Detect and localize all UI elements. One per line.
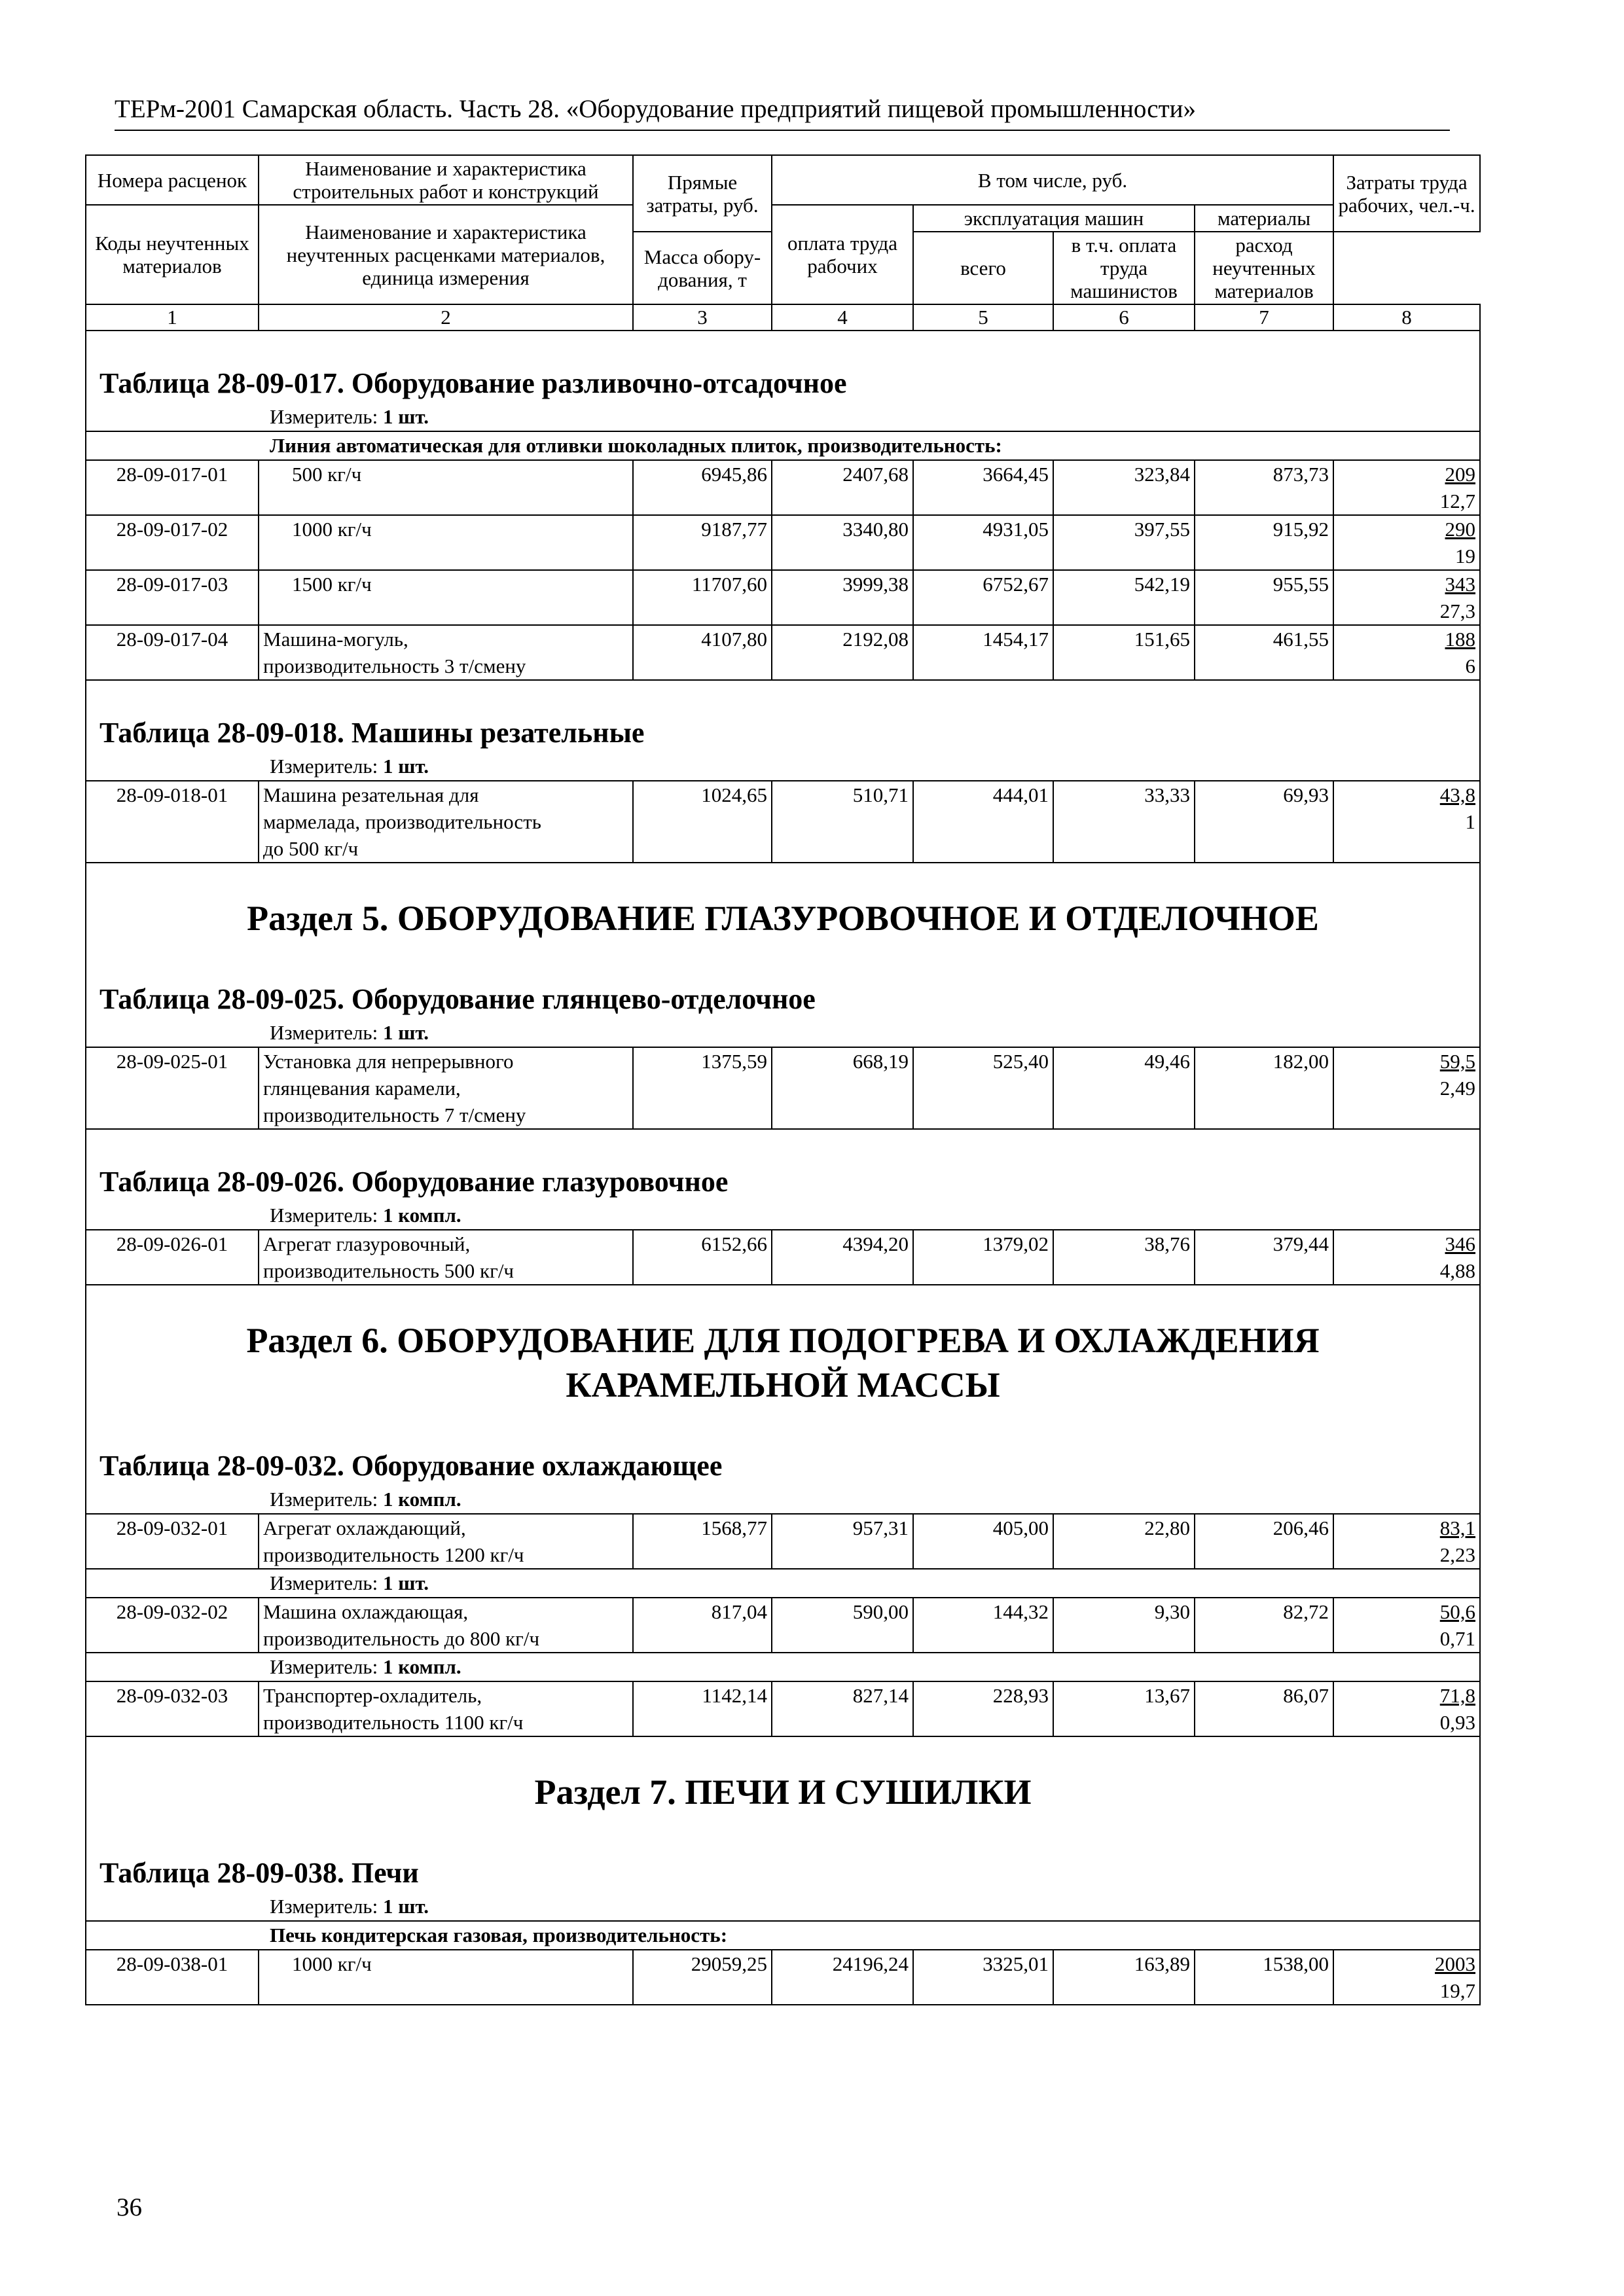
- table-title: Таблица 28-09-032. Оборудование охлаждающее: [99, 1450, 723, 1482]
- direct-costs: 11707,60: [633, 570, 772, 625]
- unit-label: Измеритель:: [270, 1895, 378, 1918]
- rate-name: 1000 кг/ч: [259, 1950, 633, 2005]
- column-number: 6: [1053, 304, 1195, 331]
- worker-pay: 2192,08: [772, 625, 913, 680]
- direct-costs: 6152,66: [633, 1230, 772, 1285]
- unit-value: 1 шт.: [382, 405, 429, 428]
- unit-value: 1 компл.: [382, 1655, 461, 1678]
- unit-label: Измеритель:: [270, 405, 378, 428]
- labor-hours: 43,8: [1439, 783, 1476, 806]
- rate-name: глянцевания карамели,: [263, 1077, 461, 1100]
- table-row: [86, 515, 1480, 570]
- materials: 379,44: [1195, 1230, 1333, 1285]
- direct-costs: 817,04: [633, 1598, 772, 1653]
- unit-row: [86, 1653, 1480, 1681]
- table-row: [86, 625, 1480, 680]
- machinist-pay: 397,55: [1053, 515, 1195, 570]
- labor-hours: 346: [1445, 1232, 1476, 1255]
- direct-costs: 1375,59: [633, 1047, 772, 1129]
- direct-costs: 4107,80: [633, 625, 772, 680]
- subheading: Линия автоматическая для отливки шоколадных плиток, производительность:: [86, 431, 1480, 460]
- unit-label: Измеритель:: [270, 1204, 378, 1227]
- unit-value: 1 шт.: [382, 755, 429, 778]
- table-title: Таблица 28-09-025. Оборудование глянцево-отделочное: [99, 983, 816, 1015]
- header-worker-pay: оплата труда рабочих: [772, 205, 913, 304]
- unit-label: Измеритель:: [270, 1655, 378, 1678]
- unit-label: Измеритель:: [270, 755, 378, 778]
- equipment-mass: 19,7: [1439, 1979, 1476, 2002]
- labor-hours: 50,6: [1439, 1600, 1476, 1623]
- labor-hours: 209: [1445, 463, 1476, 486]
- subheading-row: [86, 1921, 1480, 1950]
- table-row: [86, 570, 1480, 625]
- unit-line: [86, 1019, 1479, 1047]
- rate-name: 1000 кг/ч: [259, 515, 633, 570]
- subheading-row: [86, 431, 1480, 460]
- header-direct-costs: Прямые затраты, руб.: [633, 155, 772, 232]
- direct-costs: 1024,65: [633, 781, 772, 863]
- rate-name: Машина охлаждающая,: [263, 1600, 469, 1623]
- table-row: [86, 1514, 1480, 1569]
- machinist-pay: 542,19: [1053, 570, 1195, 625]
- machines-total: 3664,45: [913, 460, 1053, 515]
- unit-value: 1 компл.: [382, 1204, 461, 1227]
- equipment-mass: 1: [1465, 810, 1476, 833]
- machinist-pay: 323,84: [1053, 460, 1195, 515]
- equipment-mass: 12,7: [1439, 490, 1476, 512]
- column-number: 1: [86, 304, 259, 331]
- machinist-pay: 22,80: [1053, 1514, 1195, 1569]
- table-026-heading: [86, 1129, 1480, 1230]
- materials: 873,73: [1195, 460, 1333, 515]
- materials: 69,93: [1195, 781, 1333, 863]
- machinist-pay: 33,33: [1053, 781, 1195, 863]
- rate-name: мармелада, производительность: [263, 810, 541, 833]
- section-6-heading: [86, 1285, 1480, 1514]
- section-title-line: КАРАМЕЛЬНОЙ МАССЫ: [566, 1365, 1000, 1405]
- worker-pay: 668,19: [772, 1047, 913, 1129]
- table-title: Таблица 28-09-018. Машины резательные: [99, 717, 645, 749]
- materials: 1538,00: [1195, 1950, 1333, 2005]
- rate-name: Транспортер-охладитель,: [263, 1684, 482, 1707]
- rate-code: 28-09-025-01: [86, 1047, 259, 1129]
- header-material-codes: Коды неучтенных материалов: [86, 205, 259, 304]
- header-work-name: Наименование и характеристика строительных работ и конструкций: [259, 155, 633, 205]
- table-row: [86, 1681, 1480, 1736]
- rate-name: Машина резательная для: [263, 783, 479, 806]
- unit-row: [86, 1569, 1480, 1598]
- machines-total: 444,01: [913, 781, 1053, 863]
- header-unaccounted-materials: расход неучтенных материалов: [1195, 232, 1333, 304]
- equipment-mass: 2,23: [1439, 1543, 1476, 1566]
- worker-pay: 3999,38: [772, 570, 913, 625]
- column-number: 8: [1333, 304, 1480, 331]
- table-017-heading: [86, 331, 1480, 431]
- rate-name: производительность 1100 кг/ч: [263, 1711, 524, 1734]
- section-7-heading: [86, 1736, 1480, 1921]
- equipment-mass: 2,49: [1439, 1077, 1476, 1100]
- rate-name: Агрегат охлаждающий,: [263, 1516, 466, 1539]
- materials: 82,72: [1195, 1598, 1333, 1653]
- unit-line: [86, 1486, 1479, 1513]
- direct-costs: 9187,77: [633, 515, 772, 570]
- materials: 182,00: [1195, 1047, 1333, 1129]
- worker-pay: 3340,80: [772, 515, 913, 570]
- machines-total: 144,32: [913, 1598, 1053, 1653]
- direct-costs: 29059,25: [633, 1950, 772, 2005]
- table-row: [86, 460, 1480, 515]
- labor-hours: 343: [1445, 573, 1476, 596]
- column-number: 3: [633, 304, 772, 331]
- materials: 955,55: [1195, 570, 1333, 625]
- direct-costs: 1142,14: [633, 1681, 772, 1736]
- unit-value: 1 шт.: [382, 1571, 429, 1594]
- materials: 86,07: [1195, 1681, 1333, 1736]
- unit-value: 1 компл.: [382, 1488, 461, 1511]
- labor-hours: 2003: [1435, 1952, 1476, 1975]
- header-equipment-mass: Масса обору-дования, т: [633, 232, 772, 304]
- machines-total: 3325,01: [913, 1950, 1053, 2005]
- labor-hours: 59,5: [1439, 1050, 1476, 1073]
- machines-total: 1454,17: [913, 625, 1053, 680]
- direct-costs: 1568,77: [633, 1514, 772, 1569]
- equipment-mass: 4,88: [1439, 1259, 1476, 1282]
- column-numbers-row: [86, 304, 1480, 331]
- labor-hours: 83,1: [1439, 1516, 1476, 1539]
- equipment-mass: 19: [1455, 545, 1476, 567]
- unit-label: Измеритель:: [270, 1021, 378, 1044]
- machinist-pay: 163,89: [1053, 1950, 1195, 2005]
- machines-total: 1379,02: [913, 1230, 1053, 1285]
- machines-total: 405,00: [913, 1514, 1053, 1569]
- header-machines-total: всего: [913, 232, 1053, 304]
- section-5-heading: [86, 863, 1480, 1047]
- machines-total: 228,93: [913, 1681, 1053, 1736]
- machines-total: 4931,05: [913, 515, 1053, 570]
- machines-total: 6752,67: [913, 570, 1053, 625]
- unit-line: [86, 1202, 1479, 1229]
- column-number: 5: [913, 304, 1053, 331]
- rate-code: 28-09-032-03: [86, 1681, 259, 1736]
- worker-pay: 590,00: [772, 1598, 913, 1653]
- rate-name: 1500 кг/ч: [259, 570, 633, 625]
- table-018-heading: [86, 680, 1480, 781]
- rate-code: 28-09-018-01: [86, 781, 259, 863]
- rate-code: 28-09-017-01: [86, 460, 259, 515]
- labor-hours: 71,8: [1439, 1684, 1476, 1707]
- header-in-total: В том числе, руб.: [772, 155, 1333, 205]
- rate-name: производительность 1200 кг/ч: [263, 1543, 524, 1566]
- table-row: [86, 1230, 1480, 1285]
- table-row: [86, 1598, 1480, 1653]
- direct-costs: 6945,86: [633, 460, 772, 515]
- equipment-mass: 0,71: [1439, 1627, 1476, 1650]
- header-row-1: [86, 155, 1480, 205]
- rate-code: 28-09-026-01: [86, 1230, 259, 1285]
- materials: 206,46: [1195, 1514, 1333, 1569]
- unit-line: [86, 1893, 1479, 1920]
- header-row-2: [86, 205, 1480, 232]
- page-number: 36: [117, 2193, 142, 2221]
- rate-name: производительность до 800 кг/ч: [263, 1627, 540, 1650]
- rate-code: 28-09-032-01: [86, 1514, 259, 1569]
- section-title-line: Раздел 6. ОБОРУДОВАНИЕ ДЛЯ ПОДОГРЕВА И ОХЛАЖДЕНИЯ: [246, 1321, 1320, 1360]
- unit-value: 1 шт.: [382, 1895, 429, 1918]
- rate-code: 28-09-017-02: [86, 515, 259, 570]
- labor-hours: 290: [1445, 518, 1476, 541]
- rate-code: 28-09-017-03: [86, 570, 259, 625]
- machines-total: 525,40: [913, 1047, 1053, 1129]
- machinist-pay: 13,67: [1053, 1681, 1195, 1736]
- page-header: ТЕРм-2001 Самарская область. Часть 28. «Оборудование предприятий пищевой промышленности»: [115, 93, 1450, 131]
- header-material-name: Наименование и характеристика неучтенных расценками материалов, единица измерения: [259, 205, 633, 304]
- worker-pay: 4394,20: [772, 1230, 913, 1285]
- unit-line: [86, 403, 1479, 431]
- unit-label: Измеритель:: [270, 1488, 378, 1511]
- column-number: 7: [1195, 304, 1333, 331]
- table-row: [86, 1047, 1480, 1129]
- rate-name: производительность 500 кг/ч: [263, 1259, 514, 1282]
- header-rate-numbers: Номера расценок: [86, 155, 259, 205]
- worker-pay: 2407,68: [772, 460, 913, 515]
- machinist-pay: 9,30: [1053, 1598, 1195, 1653]
- table-title: Таблица 28-09-038. Печи: [99, 1857, 419, 1889]
- section-title: Раздел 5. ОБОРУДОВАНИЕ ГЛАЗУРОВОЧНОЕ И ОТДЕЛОЧНОЕ: [247, 899, 1319, 938]
- column-number: 2: [259, 304, 633, 331]
- equipment-mass: 0,93: [1439, 1711, 1476, 1734]
- materials: 461,55: [1195, 625, 1333, 680]
- header-machines: эксплуатация машин: [913, 205, 1195, 232]
- rate-name: Машина-могуль,: [263, 628, 408, 651]
- section-title: [86, 1285, 1479, 1407]
- rate-name: производительность 3 т/смену: [263, 655, 526, 677]
- column-number: 4: [772, 304, 913, 331]
- rate-code: 28-09-032-02: [86, 1598, 259, 1653]
- rate-name: Установка для непрерывного: [263, 1050, 514, 1073]
- rate-name: производительность 7 т/смену: [263, 1103, 526, 1126]
- worker-pay: 24196,24: [772, 1950, 913, 2005]
- rate-code: 28-09-038-01: [86, 1950, 259, 2005]
- table-row: [86, 1950, 1480, 2005]
- rate-code: 28-09-017-04: [86, 625, 259, 680]
- rates-table: [85, 154, 1481, 2005]
- unit-value: 1 шт.: [382, 1021, 429, 1044]
- materials: 915,92: [1195, 515, 1333, 570]
- unit-label: Измеритель:: [270, 1571, 378, 1594]
- subheading: Печь кондитерская газовая, производительность:: [86, 1921, 1480, 1950]
- table-title: Таблица 28-09-026. Оборудование глазуровочное: [99, 1166, 729, 1198]
- header-labor-hours: Затраты труда рабочих, чел.-ч.: [1333, 155, 1480, 232]
- header-machinist-pay: в т.ч. оплата труда машинистов: [1053, 232, 1195, 304]
- equipment-mass: 6: [1465, 655, 1476, 677]
- equipment-mass: 27,3: [1439, 600, 1476, 622]
- machinist-pay: 151,65: [1053, 625, 1195, 680]
- worker-pay: 827,14: [772, 1681, 913, 1736]
- worker-pay: 957,31: [772, 1514, 913, 1569]
- rate-name: 500 кг/ч: [259, 460, 633, 515]
- worker-pay: 510,71: [772, 781, 913, 863]
- header-materials: материалы: [1195, 205, 1333, 232]
- machinist-pay: 49,46: [1053, 1047, 1195, 1129]
- labor-hours: 188: [1445, 628, 1476, 651]
- rate-name: до 500 кг/ч: [263, 837, 359, 860]
- machinist-pay: 38,76: [1053, 1230, 1195, 1285]
- table-row: [86, 781, 1480, 863]
- rate-name: Агрегат глазуровочный,: [263, 1232, 471, 1255]
- unit-line: [86, 753, 1479, 780]
- section-title: Раздел 7. ПЕЧИ И СУШИЛКИ: [534, 1772, 1032, 1812]
- table-title: Таблица 28-09-017. Оборудование разливочно-отсадочное: [99, 367, 847, 399]
